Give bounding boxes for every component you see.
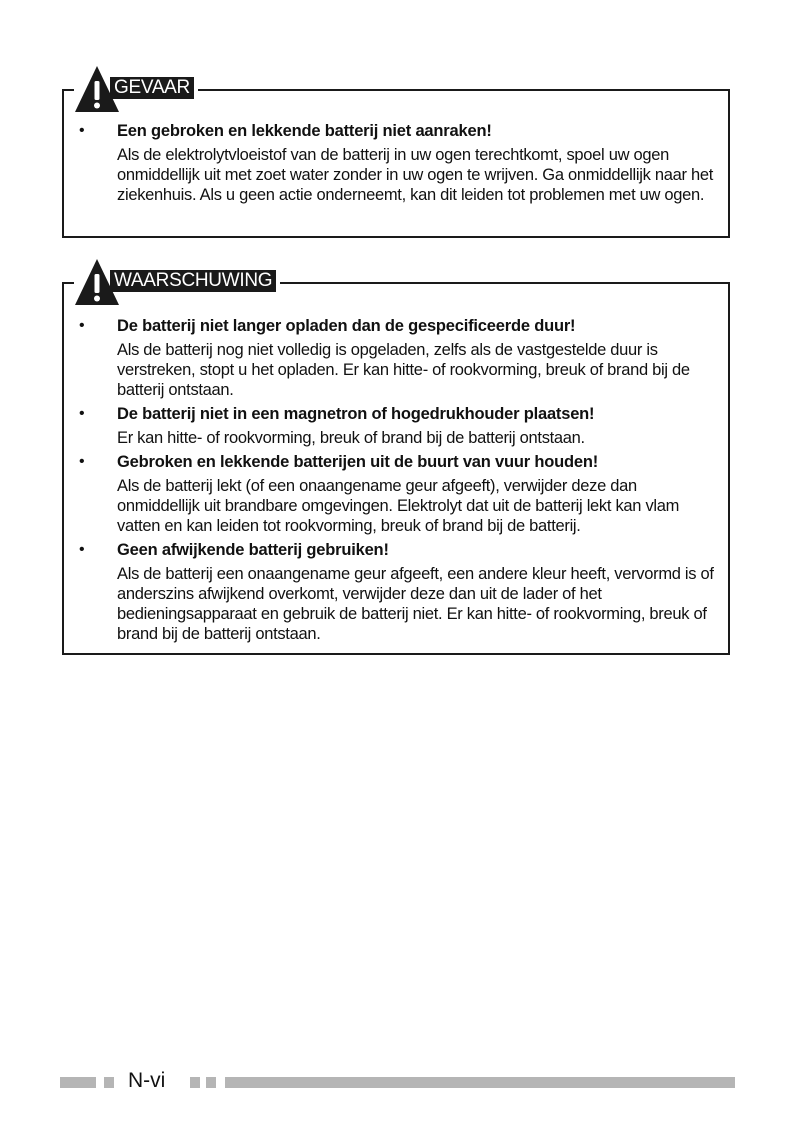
item-heading: Gebroken en lekkende batterijen uit de buurt van vuur houden!: [117, 453, 599, 471]
bullet: •: [79, 541, 85, 558]
list-item: [64, 540, 728, 644]
footer-bar-segment: [104, 1077, 114, 1088]
item-text: Als de batterij een onaangename geur afgeeft, een andere kleur heeft, vervormd is of anderszins afwijkend overkomt, verwijder deze dan uit de lader of het bedieningsapparaat en gebruik de batterij niet. Er kan hitte- of rookvorming, breuk of brand bij de batterij ontstaan.: [117, 565, 714, 643]
bullet: •: [79, 122, 85, 139]
bullet: •: [79, 317, 85, 334]
list-item: [64, 452, 728, 536]
item-heading: De batterij niet langer opladen dan de gespecificeerde duur!: [117, 317, 576, 335]
footer-bar-segment: [206, 1077, 216, 1088]
list-item: [64, 404, 728, 448]
list-item: [64, 316, 728, 400]
page-number: N-vi: [128, 1069, 166, 1092]
page-footer: [60, 1070, 735, 1094]
warning-list: [64, 316, 728, 648]
danger-label: [74, 65, 198, 113]
item-text: Er kan hitte- of rookvorming, breuk of brand bij de batterij ontstaan.: [117, 429, 585, 447]
footer-bar-segment: [60, 1077, 96, 1088]
bullet: •: [79, 405, 85, 422]
list-item: [64, 121, 728, 205]
warning-box: [62, 270, 730, 655]
danger-label-text: GEVAAR: [110, 77, 194, 99]
item-text: Als de elektrolytvloeistof van de batterij in uw ogen terechtkomt, spoel uw ogen onmiddellijk uit met zoet water zonder in uw ogen te wrijven. Ga onmiddellijk naar het ziekenhuis. Als u geen actie onderneemt, kan dit leiden tot problemen met uw ogen.: [117, 146, 714, 204]
item-heading: Een gebroken en lekkende batterij niet aanraken!: [117, 122, 492, 140]
danger-box: [62, 77, 730, 238]
footer-bar: [225, 1077, 735, 1088]
warning-label-text: WAARSCHUWING: [110, 270, 276, 292]
danger-list: [64, 121, 728, 209]
item-heading: De batterij niet in een magnetron of hogedrukhouder plaatsen!: [117, 405, 595, 423]
item-text: Als de batterij nog niet volledig is opgeladen, zelfs als de vastgestelde duur is verstreken, stopt u het opladen. Er kan hitte- of rookvorming, breuk of brand bij de batterij ontstaan.: [117, 341, 690, 399]
footer-bar-segment: [190, 1077, 200, 1088]
item-text: Als de batterij lekt (of een onaangename geur afgeeft), verwijder deze dan onmiddellijk uit brandbare omgevingen. Elektrolyt dat uit de batterij lekt kan vlam vatten en kan leiden tot rookvorming, breuk of brand bij de batterij.: [117, 477, 680, 535]
item-heading: Geen afwijkende batterij gebruiken!: [117, 541, 389, 559]
bullet: •: [79, 453, 85, 470]
warning-label: [74, 258, 280, 306]
